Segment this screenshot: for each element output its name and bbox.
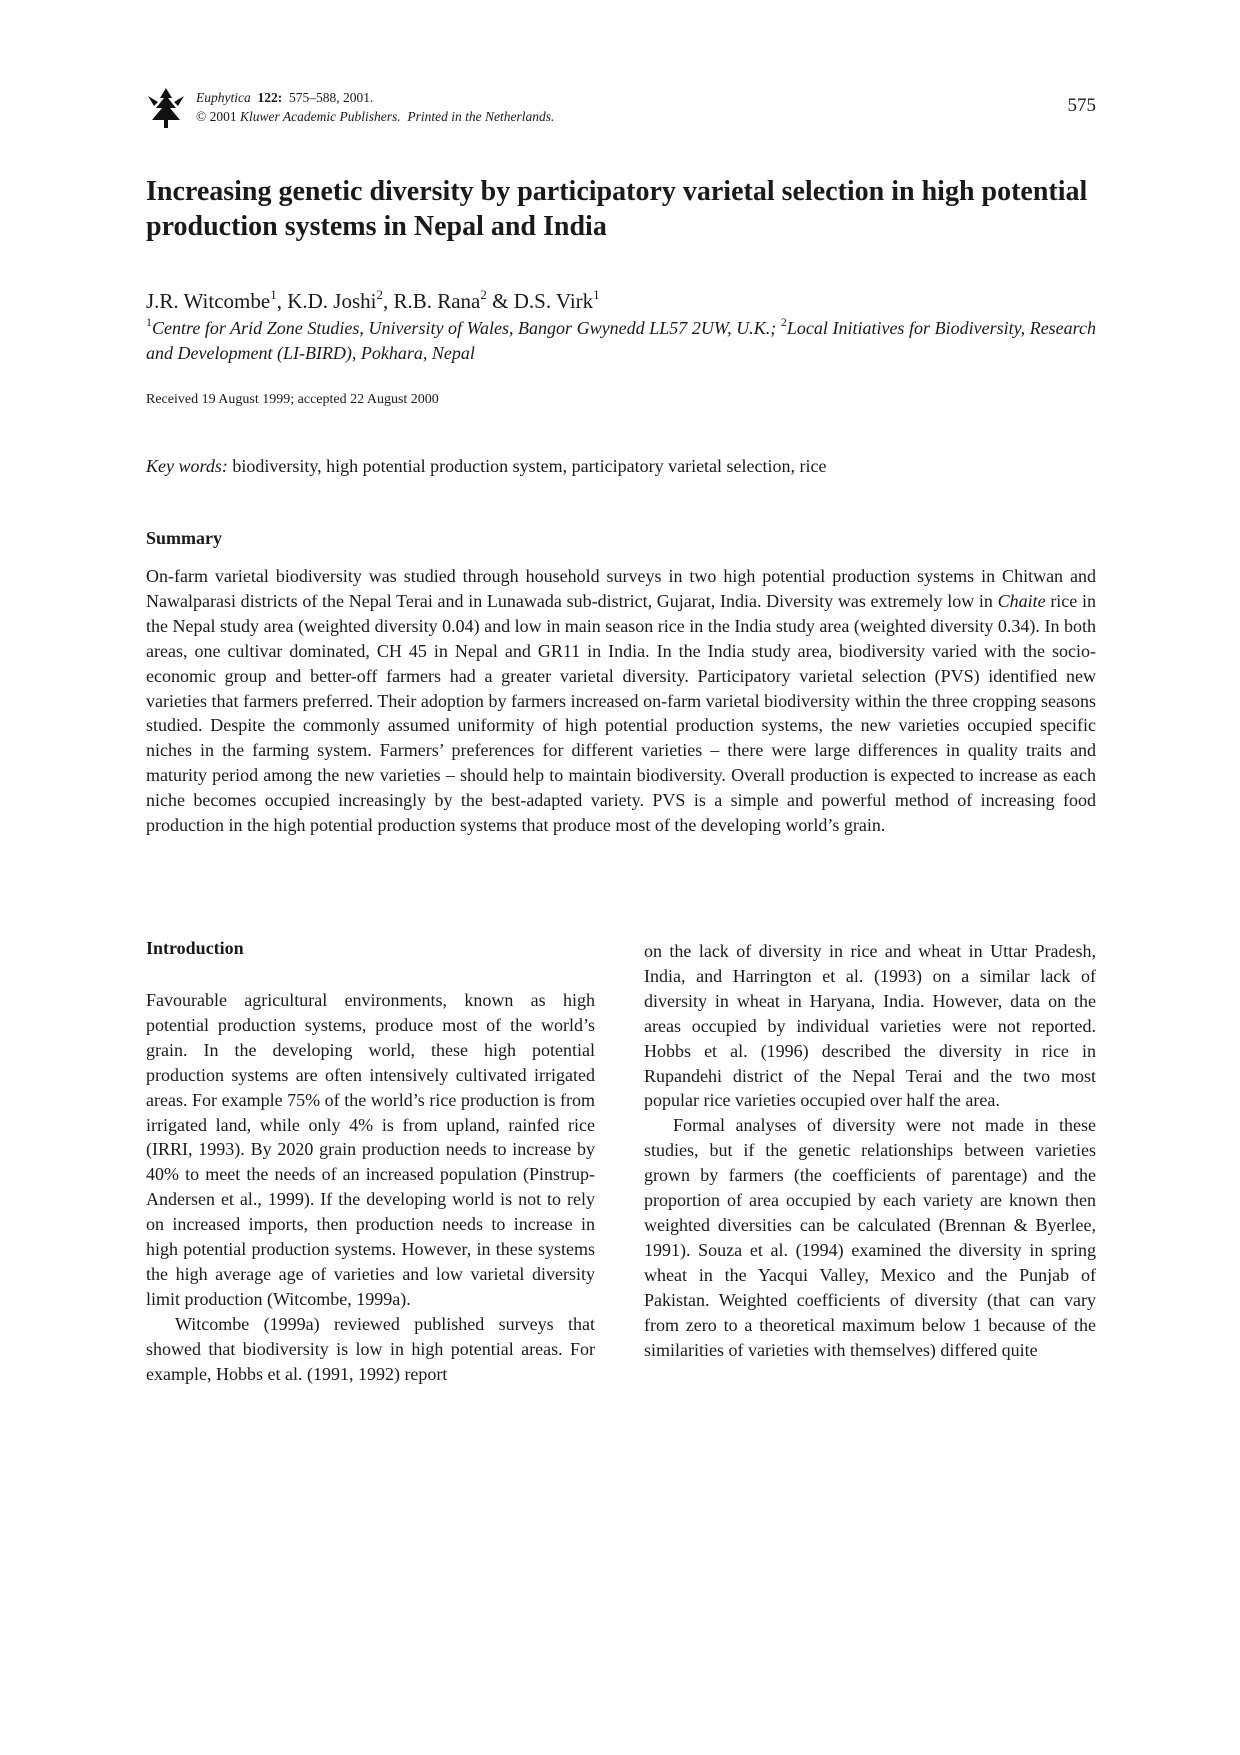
affiliation-text: Centre for Arid Zone Studies, University of Wales, Bangor Gwynedd LL57 2UW, U.K.; xyxy=(152,318,777,338)
publisher-name: Kluwer Academic Publishers. xyxy=(240,109,401,124)
author-separator: , xyxy=(382,289,394,313)
journal-citation xyxy=(196,88,554,126)
author-affiliation-marker: 1 xyxy=(593,287,600,302)
left-column xyxy=(146,988,595,1387)
author-affiliation-marker: 2 xyxy=(480,287,487,302)
author-separator: & xyxy=(486,289,514,313)
author-name: R.B. Rana xyxy=(393,289,481,313)
affiliation-text: Local Initiatives for Biodiversity, Research and Development (LI-BIRD), Pokhara, Nepal xyxy=(146,318,1097,363)
summary-body xyxy=(146,564,1096,838)
copyright-year: © 2001 xyxy=(196,109,237,124)
right-column xyxy=(644,939,1096,1362)
summary-heading: Summary xyxy=(146,528,222,548)
author-name: K.D. Joshi xyxy=(287,289,377,313)
received-dates: Received 19 August 1999; accepted 22 August 2000 xyxy=(146,392,439,407)
author-name: D.S. Virk xyxy=(513,289,594,313)
keywords-label: Key words: xyxy=(146,456,228,476)
paragraph: Formal analyses of diversity were not made in these studies, but if the genetic relationships between varieties grown by farmers (the coefficients of parentage) and the proportion of area occupied by each variety are known then weighted diversities can be calculated (Brennan & Byerlee, 1991). Souza et al. (1994) examined the diversity in spring wheat in the Yacqui Valley, Mexico and the Punjab of Pakistan. Weighted coefficients of diversity (that can vary from zero to a theoretical maximum below 1 because of the similarities of varieties with themselves) differed quite xyxy=(644,1115,1096,1360)
author-affiliation-marker: 1 xyxy=(270,287,277,302)
journal-volume: 122: xyxy=(257,90,283,105)
paragraph: on the lack of diversity in rice and wheat in Uttar Pradesh, India, and Harrington et al. (1993) on a similar lack of diversity in wheat in Haryana, India. However, data on the areas occupied by individual varieties were not reported. Hobbs et al. (1996) described the diversity in rice in Rupandehi district of the Nepal Terai and the two most popular rice varieties occupied over half the area. xyxy=(644,941,1096,1111)
affiliation-marker: 2 xyxy=(780,315,787,329)
introduction-heading: Introduction xyxy=(146,938,244,958)
journal-pages-year: 575–588, 2001. xyxy=(288,90,374,105)
keywords-text: biodiversity, high potential production system, participatory varietal selection, rice xyxy=(232,456,827,476)
paragraph: Witcombe (1999a) reviewed published surveys that showed that biodiversity is low in high potential areas. For example, Hobbs et al. (1991, 1992) report xyxy=(146,1313,595,1384)
author-affiliation-marker: 2 xyxy=(376,287,383,302)
paragraph: Favourable agricultural environments, known as high potential production systems, produce most of the world’s grain. In the developing world, these high potential production systems are often intensively cultivated irrigated areas. For example 75% of the world’s rice production is from irrigated land, while only 4% is from upland, rainfed rice (IRRI, 1993). By 2020 grain production needs to increase by 40% to meet the needs of an increased population (Pinstrup-Andersen et al., 1999). If the developing world is not to rely on increased imports, then production needs to increase in high potential production systems. However, in these systems the high average age of varieties and low varietal diversity limit production (Witcombe, 1999a). xyxy=(146,990,595,1309)
author-name: J.R. Witcombe xyxy=(146,289,271,313)
printed-note: Printed in the Netherlands. xyxy=(407,109,555,124)
page-number: 575 xyxy=(1067,95,1096,116)
paper-title: Increasing genetic diversity by participatory varietal selection in high potential production systems in Nepal and India xyxy=(146,176,1088,242)
summary-italic-term: Chaite xyxy=(997,590,1046,611)
publisher-tree-logo-icon xyxy=(146,86,186,130)
affiliations xyxy=(146,316,1096,366)
author-list xyxy=(146,288,1096,314)
keywords xyxy=(146,456,1096,477)
author-separator: , xyxy=(276,289,288,313)
affiliation-marker: 1 xyxy=(146,315,152,329)
summary-text: On-farm varietal biodiversity was studied through household surveys in two high potential production systems in Chitwan and Nawalparasi districts of the Nepal Terai and in Lunawada sub-district, Gujarat, India. Diversity was extremely low in xyxy=(146,566,1096,611)
journal-name: Euphytica xyxy=(196,90,251,105)
summary-text: rice in the Nepal study area (weighted diversity 0.04) and low in main season rice in the India study area (weighted diversity 0.34). In both areas, one cultivar dominated, CH 45 in Nepal and GR11 in India. In the India study area, biodiversity varied with the socio-economic group and better-off farmers had a greater varietal diversity. Participatory varietal selection (PVS) identified new varieties that farmers preferred. Their adoption by farmers increased on-farm varietal biodiversity within the three cropping seasons studied. Despite the commonly assumed uniformity of high potential production systems, the new varieties occupied specific niches in the farming system. Farmers’ preferences for different varieties – there were large differences in quality traits and maturity period among the new varieties – should help to maintain biodiversity. Overall production is expected to increase as each niche becomes occupied increasingly by the best-adapted variety. PVS is a simple and powerful method of increasing food production in the high potential production systems that produce most of the developing world’s grain. xyxy=(146,590,1096,836)
